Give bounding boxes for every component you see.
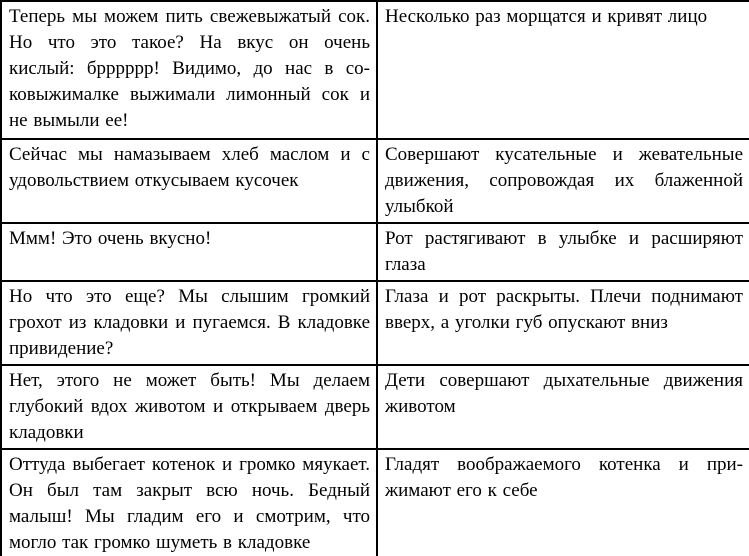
table-row [1,449,749,556]
table-row [1,223,749,281]
cell-action: Рот растягивают в улыбке и расширяют глаза [377,223,749,281]
cell-action: Глаза и рот раскрыты. Плечи поднимают вверх, а уголки губ опускают вниз [377,281,749,365]
cell-narration: Сейчас мы намазываем хлеб маслом и с удовольствием откусываем кусочек [1,139,377,223]
table-row [1,1,749,139]
cell-action: Дети совершают дыхательные движения животом [377,365,749,449]
cell-narration: Теперь мы можем пить свежевыжатый сок. Но что это такое? На вкус он очень кислый: брррррр! Видимо, до нас в соковыжималке выжимали лимонный сок и не вымыли ее! [1,1,377,139]
table-row [1,281,749,365]
cell-narration: Оттуда выбегает котенок и громко мяукает. Он был там закрыт всю ночь. Бедный малыш! Мы гладим его и смотрим, что могло так громко шуметь в кладовке [1,449,377,556]
cell-action: Гладят воображаемого котенка и прижимают его к себе [377,449,749,556]
cell-narration: Ммм! Это очень вкусно! [1,223,377,281]
cell-action: Несколько раз морщатся и кривят лицо [377,1,749,139]
cell-narration: Нет, этого не может быть! Мы делаем глубокий вдох животом и открываем дверь кладовки [1,365,377,449]
table-row [1,365,749,449]
cell-action: Совершают кусательные и жевательные движения, сопровождая их блаженной улыбкой [377,139,749,223]
cell-narration: Но что это еще? Мы слышим громкий грохот из кладовки и пугаемся. В кладовке привидение? [1,281,377,365]
table-row [1,139,749,223]
